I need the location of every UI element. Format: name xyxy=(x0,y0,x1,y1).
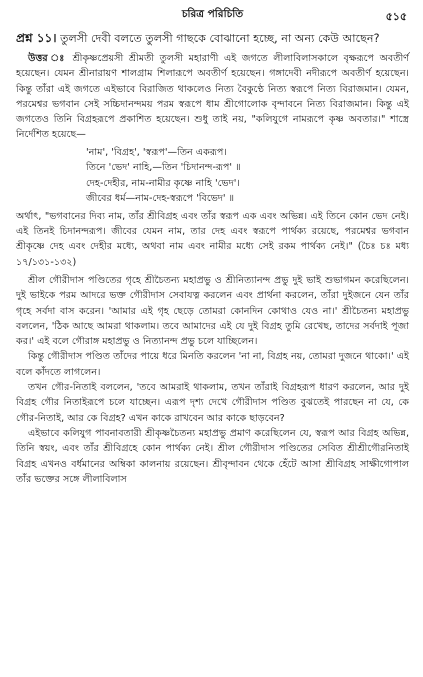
scripture-verse xyxy=(86,145,409,207)
paragraph-gauridas: শ্রীল গৌরীদাস পণ্ডিতের গৃহে শ্রীচৈতন্য মহাপ্রভু ও শ্রীনিত্যানন্দ প্রভু দুই ভাই শুভাগমন করেছিলেন। দুই ভাইকে পরম আদরে ভক্ত গৌরীদাস সেবাযত্ন করলেন এবং প্রার্থনা করলেন, তাঁরা দুইজনে যেন তাঁর গৃহে সর্বদা বাস করেন। 'আমার এই গৃহ ছেড়ে তোমরা কোনদিন কোথাও যেও না।' শ্রীচৈতন্য মহাপ্রভু বললেন, 'ঠিক আছে আমরা থাকলাম। তবে আমাদের এই যে দুই বিগ্রহ তুমি রেখেছ, তাদের সর্বদাই পূজা কর।' এই বলে গৌরাঙ্গ মহাপ্রভু ও নিত্যানন্দ প্রভু চলে যাচ্ছিলেন। xyxy=(16,274,409,348)
paragraph-meaning: অর্থাৎ, "ভগবানের দিব্য নাম, তাঁর শ্রীবিগ্রহ এবং তাঁর স্বরূপ এক এবং অভিন্ন। এই তিনে কোন ভেদ নেই। এই তিনই চিদানন্দরূপ। জীবের যেমন নাম, তার দেহ এবং স্বরূপে পার্থক্য রয়েছে, পরমেশ্বর ভগবান শ্রীকৃষ্ণে দেহ এবং দেহীর মধ্যে, অথবা নাম এবং নামীর মধ্যে সেই রকম পার্থক্য নেই।" (চৈঃ চঃ মধ্য ১৭/১৩১-১৩২) xyxy=(16,210,409,268)
running-title: চরিত্র পরিচিতি xyxy=(181,7,244,20)
paragraph-gaur-nitai: তখন গৌর-নিতাই বললেন, 'তবে আমরাই থাকলাম, তখন তাঁরাই বিগ্রহরূপ ধারণ করলেন, আর দুই বিগ্রহ গৌর নিতাইরূপে চলে যাচ্ছেন। এরূপ দৃশ্য দেখে গৌরীদাস পণ্ডিত বুঝতেই পারছেন না যে, কে গৌর-নিতাই, আর কে বিগ্রহ? এখন কাকে রাখবেন আর কাকে ছাড়বেন? xyxy=(16,382,409,424)
paragraph-plea: কিন্তু গৌরীদাস পণ্ডিত তাঁদের পায়ে ধরে মিনতি করলেন 'না না, বিগ্রহ নয়, তোমরা দুজনে থাকো।' এই বলে কাঁদতে লাগলেন। xyxy=(16,351,409,378)
question-block xyxy=(16,30,409,47)
question-label: প্রশ্ন ১১। xyxy=(16,31,57,45)
answer-text: শ্রীকৃষ্ণপ্রেয়সী শ্রীমতী তুলসী মহারাণী এই জগতে লীলাবিলাসকালে বৃক্ষরূপে অবতীর্ণ হয়েছেন। যেমন শ্রীনারায়ণ শালগ্রাম শিলারূপে অবতীর্ণ হয়েছেন। গঙ্গাদেবী নদীরূপে অবতীর্ণ হয়েছেন। কিন্তু তাঁরা এই জগতে এইভাবে বিরাজিত থাকলেও নিত্য বৈকুণ্ঠে নিত্য স্বরূপে নিত্য বিরাজমান। যেমন, পরমেশ্বর ভগবান সেই সচ্চিদানন্দময় পরম স্বরূপে ধাম শ্রীগোলোক বৃন্দাবনে নিত্য বিরাজমান। কিন্তু এই জগতেও তিনি বিগ্রহরূপে প্রকাশিত হয়েছেন। শুধু তাই নয়, "কলিযুগে নামরূপে কৃষ্ণ অবতার।" শাস্ত্রে নির্দেশিত হয়েছে— xyxy=(16,53,409,141)
verse-line-1: 'নাম', 'বিগ্রহ', 'স্বরূপ'—তিন একরূপ। xyxy=(86,146,227,158)
answer-paragraph xyxy=(16,51,409,143)
verse-line-2: তিনে 'ভেদ' নাহি,—তিন 'চিদানন্দ-রূপ' ॥ xyxy=(86,162,241,174)
verse-line-4: জীবের ধর্ম—নাম-দেহ-স্বরূপে 'বিভেদ' ॥ xyxy=(86,193,235,205)
page-header xyxy=(16,6,409,24)
page-number: ৫১৫ xyxy=(385,10,407,23)
question-text: তুলসী দেবী বলতে তুলসী গাছকে বোঝানো হচ্ছে, না অন্য কেউ আছেন? xyxy=(60,32,380,45)
answer-label: উত্তর ঃ xyxy=(28,53,67,64)
verse-line-3: দেহ-দেহীর, নাম-নামীর কৃষ্ণে নাহি 'ভেদ'। xyxy=(86,177,240,189)
paragraph-conclusion: এইভাবে কলিযুগ পাবনাবতারী শ্রীকৃষ্ণচৈতন্য মহাপ্রভু প্রমাণ করেছিলেন যে, স্বরূপ আর বিগ্রহ অভিন্ন, তিনি স্বয়ং, এবং তাঁর শ্রীবিগ্রহে কোন পার্থক্য নেই। শ্রীল গৌরীদাস পণ্ডিতের সেবিত শ্রীশ্রীগৌরনিতাই বিগ্রহ এখনও বর্ধমানের অম্বিকা কালনায় রয়েছেন। শ্রীবৃন্দাবন থেকে হেঁটে আসা শ্রীবিগ্রহ সাক্ষীগোপাল তাঁর ভক্তের সঙ্গে লীলাবিলাস xyxy=(16,427,409,485)
